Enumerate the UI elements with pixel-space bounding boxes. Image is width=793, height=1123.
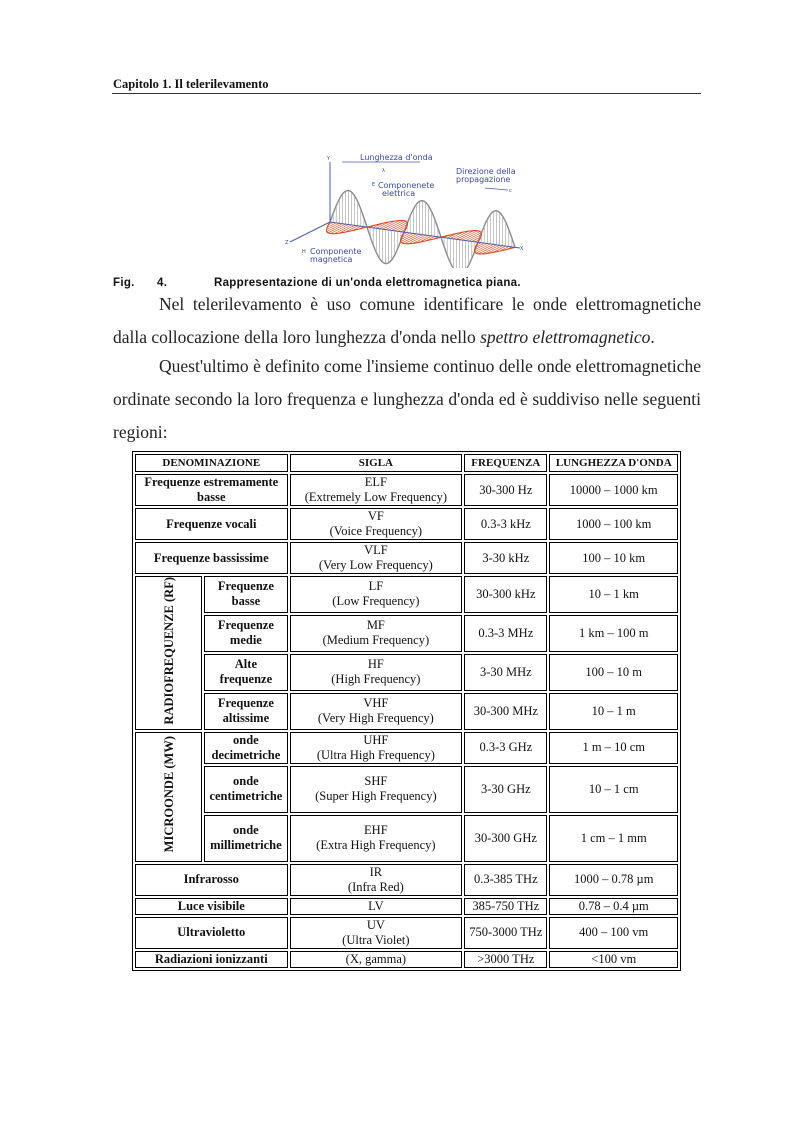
- row-freq: 750-3000 THz: [464, 917, 547, 949]
- caption-fig: Fig.: [113, 277, 135, 289]
- row-freq: 3-30 GHz: [464, 766, 547, 813]
- header-sigla: SIGLA: [290, 454, 463, 472]
- row-name: onde decimetriche: [204, 732, 287, 764]
- em-wave-figure: [280, 150, 530, 268]
- row-sigla: MF (Medium Frequency): [290, 615, 463, 652]
- magnetic-label-1: Componente: [310, 247, 362, 256]
- row-freq: >3000 THz: [464, 951, 547, 968]
- z-label: Z: [285, 240, 289, 246]
- row-freq: 0.3-3 kHz: [464, 508, 547, 540]
- row-sigla: EHF (Extra High Frequency): [290, 815, 463, 862]
- table-row: [135, 576, 678, 613]
- h-label: H: [302, 249, 306, 255]
- row-sigla: (X, gamma): [290, 951, 463, 968]
- table-row: [135, 542, 678, 574]
- header-denominazione: DENOMINAZIONE: [135, 454, 288, 472]
- row-sigla: SHF (Super High Frequency): [290, 766, 463, 813]
- table-row: [135, 864, 678, 896]
- paragraph-1-text: Nel telerilevamento è uso comune identificare le onde elettromagnetiche dalla collocazione della loro lunghezza d'onda nello: [113, 294, 701, 347]
- table-row: [135, 766, 678, 813]
- row-wave: <100 vm: [549, 951, 678, 968]
- paragraph-1-emphasis: spettro elettromagnetico: [480, 327, 651, 347]
- paragraph-1: [113, 288, 701, 354]
- group-radiofrequenze: [135, 576, 202, 730]
- row-freq: 0.3-3 GHz: [464, 732, 547, 764]
- electric-label-1: Componenete: [378, 181, 435, 190]
- header-lunghezza: LUNGHEZZA D'ONDA: [549, 454, 678, 472]
- row-freq: 0.3-3 MHz: [464, 615, 547, 652]
- row-name: Radiazioni ionizzanti: [135, 951, 288, 968]
- row-freq: 30-300 MHz: [464, 693, 547, 730]
- header-frequenza: FREQUENZA: [464, 454, 547, 472]
- lambda-label: λ: [382, 168, 385, 174]
- row-name: Frequenze medie: [204, 615, 287, 652]
- row-wave: 10000 – 1000 km: [549, 474, 678, 506]
- row-wave: 1 cm – 1 mm: [549, 815, 678, 862]
- row-name: Luce visibile: [135, 898, 288, 915]
- table-row: [135, 474, 678, 506]
- direction-label-1: Direzione della: [456, 167, 516, 176]
- wavelength-label: Lunghezza d'onda: [360, 153, 433, 162]
- x-axis: [330, 222, 520, 248]
- z-axis: [290, 222, 330, 242]
- row-wave: 1 m – 10 cm: [549, 732, 678, 764]
- magnetic-label-2: magnetica: [310, 255, 353, 264]
- c-label: c: [509, 188, 512, 194]
- row-sigla: LF (Low Frequency): [290, 576, 463, 613]
- table-header-row: [135, 454, 678, 472]
- running-head: Capitolo 1. Il telerilevamento: [113, 77, 269, 91]
- row-wave: 0.78 – 0.4 µm: [549, 898, 678, 915]
- row-name: Ultravioletto: [135, 917, 288, 949]
- group-microonde: [135, 732, 202, 862]
- spectrum-table: [132, 451, 681, 971]
- row-freq: 30-300 kHz: [464, 576, 547, 613]
- row-name: onde centimetriche: [204, 766, 287, 813]
- row-name: Frequenze bassissime: [135, 542, 288, 574]
- direction-label-2: propagazione: [456, 175, 511, 184]
- row-wave: 1000 – 0.78 µm: [549, 864, 678, 896]
- y-label: Y: [327, 156, 331, 162]
- row-sigla: ELF (Extremely Low Frequency): [290, 474, 463, 506]
- row-freq: 30-300 GHz: [464, 815, 547, 862]
- electric-label-2: elettrica: [382, 189, 416, 198]
- caption-number: 4.: [157, 277, 168, 289]
- row-name: Infrarosso: [135, 864, 288, 896]
- table-row: [135, 654, 678, 691]
- paragraph-2-text: Quest'ultimo è definito come l'insieme continuo delle onde elettromagnetiche ordinate secondo la loro frequenza e lunghezza d'onda ed è suddiviso nelle seguenti regioni:: [113, 356, 701, 442]
- table-row: [135, 508, 678, 540]
- row-wave: 100 – 10 km: [549, 542, 678, 574]
- e-label: E: [372, 182, 376, 188]
- magnetic-field-line: [327, 224, 343, 232]
- row-wave: 1 km – 100 m: [549, 615, 678, 652]
- row-freq: 3-30 kHz: [464, 542, 547, 574]
- table-row: [135, 898, 678, 915]
- row-sigla: IR (Infra Red): [290, 864, 463, 896]
- row-name: Alte frequenze: [204, 654, 287, 691]
- x-label: X: [520, 246, 524, 252]
- row-sigla: VF (Voice Frequency): [290, 508, 463, 540]
- row-freq: 3-30 MHz: [464, 654, 547, 691]
- group-rf-label: RADIOFREQUENZE (RF): [161, 577, 176, 725]
- row-name: Frequenze altissime: [204, 693, 287, 730]
- row-sigla: HF (High Frequency): [290, 654, 463, 691]
- row-wave: 400 – 100 vm: [549, 917, 678, 949]
- row-sigla: LV: [290, 898, 463, 915]
- row-wave: 1000 – 100 km: [549, 508, 678, 540]
- row-freq: 385-750 THz: [464, 898, 547, 915]
- table-row: [135, 732, 678, 764]
- row-sigla: UHF (Ultra High Frequency): [290, 732, 463, 764]
- row-name: Frequenze basse: [204, 576, 287, 613]
- table-row: [135, 951, 678, 968]
- direction-arrow: [485, 188, 508, 190]
- table-row: [135, 917, 678, 949]
- table-row: [135, 815, 678, 862]
- table-row: [135, 693, 678, 730]
- row-freq: 30-300 Hz: [464, 474, 547, 506]
- row-name: Frequenze vocali: [135, 508, 288, 540]
- row-wave: 10 – 1 cm: [549, 766, 678, 813]
- row-sigla: VHF (Very High Frequency): [290, 693, 463, 730]
- caption-text: Rappresentazione di un'onda elettromagnetica piana.: [214, 277, 521, 289]
- row-sigla: VLF (Very Low Frequency): [290, 542, 463, 574]
- paragraph-1-end: .: [650, 327, 655, 347]
- row-freq: 0.3-385 THz: [464, 864, 547, 896]
- table-row: [135, 615, 678, 652]
- row-name: onde millimetriche: [204, 815, 287, 862]
- row-name: Frequenze estremamente basse: [135, 474, 288, 506]
- paragraph-2: [113, 350, 701, 449]
- group-mw-label: MICROONDE (MW): [161, 736, 176, 853]
- row-wave: 10 – 1 km: [549, 576, 678, 613]
- em-wave-diagram: [280, 150, 530, 268]
- row-wave: 10 – 1 m: [549, 693, 678, 730]
- header-rule: [112, 93, 701, 94]
- row-wave: 100 – 10 m: [549, 654, 678, 691]
- row-sigla: UV (Ultra Violet): [290, 917, 463, 949]
